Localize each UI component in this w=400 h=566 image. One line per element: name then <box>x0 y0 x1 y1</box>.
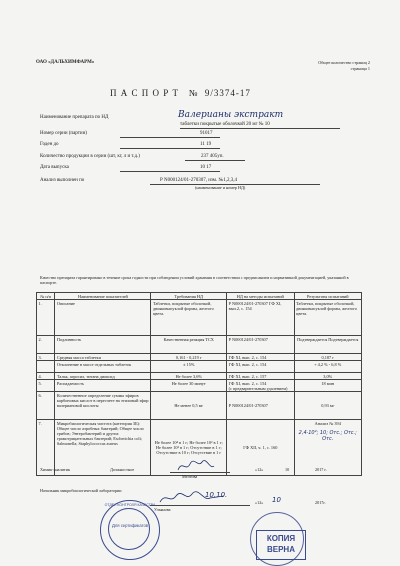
field-value-quantity: 237 405уп. <box>185 154 245 161</box>
row-num: 4. <box>37 373 55 380</box>
row-result: 0,187 г <box>294 354 361 361</box>
row-method: ГФ XI, вып. 2, с. 154 <box>227 361 294 373</box>
table-row <box>37 361 362 373</box>
page-number: страница 1 <box>350 66 370 71</box>
lab-head-role: Начальник микробиологической лаборатории <box>40 488 122 493</box>
row-name: Отклонение в массе отдельных таблеток <box>55 361 151 373</box>
row-method: Р N000124/01-270307 ГФ XI, вып.2, с. 154 <box>227 300 294 336</box>
row-result: 18 мин <box>294 380 361 392</box>
lab-head-name: Ульянова <box>154 507 171 512</box>
field-label-product: Наименование препарата по НД <box>40 115 109 120</box>
quality-control-stamp <box>100 500 160 560</box>
sign-day: «12» <box>255 467 264 472</box>
field-value-product-form: таблетки покрытые оболочкой 20 мг № 10 <box>180 122 340 129</box>
col-header-name: Наименование показателей <box>55 293 151 300</box>
test-results-table <box>36 292 362 476</box>
table-row <box>37 392 362 420</box>
passport-title: П А С П О Р Т № 9/3374-17 <box>110 88 251 98</box>
row-name: Микробиологическая чистота (категория 3Б): Общее число аэробных бактерий; Общее число грибов; Энтеробактерий и других грамотрицательных бактерий; Escherichia coli; Salmonella; Staphylococcus aureus <box>55 420 151 476</box>
row-method-cell <box>227 380 294 392</box>
field-label-quantity: Количество продукции в серии (шт, кг, л и т.д.) <box>40 154 140 159</box>
lab-head-month: 10 <box>272 496 281 504</box>
row-num: 5. <box>37 380 55 392</box>
col-header-req: Требования НД <box>151 293 227 300</box>
field-label-expiry: Годен до <box>40 142 59 147</box>
sign-year: 2017 г. <box>315 467 327 472</box>
copy-verified-stamp <box>256 530 306 560</box>
field-value-batch: 91017 <box>120 131 220 138</box>
quality-statement: Качество препарата гарантировано в течение срока годности при соблюдении условий хранения в соответствии с предписанием и нормативной документацией, указанной в паспорте. <box>40 275 349 285</box>
row-result: 3,0% <box>294 373 361 380</box>
row-req: ± 15% <box>151 361 227 373</box>
row-name: Распадаемость <box>55 380 151 392</box>
stamp-center-text: Для сертификатов <box>112 523 148 528</box>
field-value-method: Р N000124/01-270307, изм. №1,2,3,4 <box>150 178 320 185</box>
row-req: Не более 30 минут <box>151 380 227 392</box>
row-num: 3. <box>37 354 55 361</box>
analyst-role: Химик-аналитик <box>40 467 71 472</box>
row-result: 0,93 мг <box>294 392 361 420</box>
table-row <box>37 380 362 392</box>
row-name: Подлинность <box>55 336 151 354</box>
row-result: Подтверждается Подтверждается <box>294 336 361 354</box>
row-req: Не более 10⁴ в 1 г; Не более 10² в 1 г; Не более 10² в 1 г; Отсутствие в 1 г; Отсутствие в 10 г; Отсутствие в 1 г <box>151 420 227 476</box>
table-header-row <box>37 293 362 300</box>
row-num: 2. <box>37 336 55 354</box>
row-name: Количественное определение суммы эфиров карбоновых кислот в пересчете на этиловый эфир валериановой кислоты <box>55 392 151 420</box>
handwritten-micro-results: 2,4·10²; 10; Отс.; Отс.; Отс. <box>298 429 357 442</box>
analyst-role-secondary: Должностное <box>110 467 135 472</box>
row-req: Не менее 0,5 мг <box>151 392 227 420</box>
field-label-batch: Номер серии (партии) <box>40 131 87 136</box>
company-name: ОАО «ДАЛЬХИМФАРМ» <box>36 60 95 65</box>
row-result-cell <box>294 420 361 476</box>
row-name: Тальк, аэросил, титана диоксид <box>55 373 151 380</box>
table-row <box>37 354 362 361</box>
sign-month: 10 <box>285 467 290 472</box>
field-label-method: Анализ выполнен по <box>40 178 85 183</box>
row-method: ГФ XI, вып. 2, с. 154 <box>227 354 294 361</box>
lab-head-day: «12» <box>255 500 264 505</box>
row-result: Таблетки, покрытые оболочкой, двояковыпуклой формы, желтого цвета. <box>294 300 361 336</box>
field-value-release: 10 17 <box>120 165 220 172</box>
field-value-expiry: 11 19 <box>120 142 220 149</box>
table-row <box>37 336 362 354</box>
row-name: Описание <box>55 300 151 336</box>
row-req: Таблетки, покрытые оболочкой, двояковыпуклой формы, желтого цвета. <box>151 300 227 336</box>
row-method: Р N000124/01-270307 <box>227 392 294 420</box>
row-req: Не более 3,6% <box>151 373 227 380</box>
analyst-signature <box>176 458 216 474</box>
col-header-num: № п/п <box>37 293 55 300</box>
row-num: 7. <box>37 420 55 476</box>
field-value-product: Валерианы экстракт <box>178 110 284 120</box>
row-result: + 4,2 % - 6,8 % <box>294 361 361 373</box>
row-method: ГФ XI, вып. 2, с. 154 <box>228 380 267 386</box>
col-header-method: НД на методы испытаний <box>227 293 294 300</box>
row-req: Качественная реакция ТСХ <box>151 336 227 354</box>
field-label-release: Дата выпуска <box>40 165 69 170</box>
row-method: ГФ XI, вып. 2, с. 157 <box>227 373 294 380</box>
row-name: Средняя масса таблетки <box>55 354 151 361</box>
field-value-method-note: (наименование и номер НД) <box>195 185 246 190</box>
col-header-result: Результаты испытаний <box>294 293 361 300</box>
row-num: 6. <box>37 392 55 420</box>
row-method: ГФ XII, ч. 1, с. 160 <box>227 420 294 476</box>
table-row <box>37 300 362 336</box>
lab-head-year: 2017г. <box>315 500 326 505</box>
page-count-note: Общее количество страниц 2 <box>318 60 370 65</box>
row-req: 0,161 - 0,219 г <box>151 354 227 361</box>
copy-stamp-line2: ВЕРНА <box>266 545 295 554</box>
row-result: Анализ № 394 <box>314 420 341 426</box>
copy-stamp-line1: КОПИЯ <box>266 534 296 543</box>
stamp-ring-text: ОТДЕЛ КОНТРОЛЯ КАЧЕСТВА <box>104 503 156 507</box>
row-num: 1. <box>37 300 55 336</box>
row-num <box>37 361 55 373</box>
handwritten-date: 10.10. <box>205 491 228 499</box>
row-method-note: (с предварительным удалением) <box>228 385 288 391</box>
row-method: Р N000124/01-270307 <box>227 336 294 354</box>
analyst-name: Мелтова <box>182 474 198 479</box>
table-row <box>37 373 362 380</box>
